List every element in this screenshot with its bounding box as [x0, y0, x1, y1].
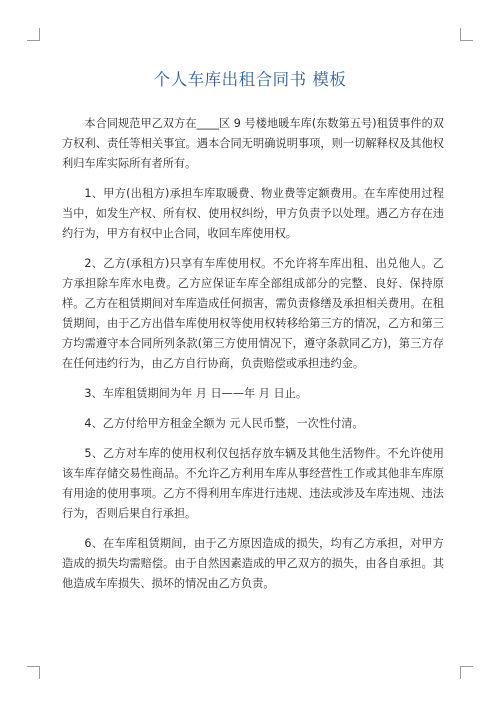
paragraph-clause-1: 1、甲方(出租方)承担车库取暖费、物业费等定额费用。在车库使用过程当中，如发生产权、所有权、使用权纠纷，甲方负责予以处理。遇乙方存在违约行为，甲方有权中止合同，收回车库使用权。 — [62, 187, 444, 240]
crop-mark-top-right — [460, 28, 473, 41]
crop-mark-top-left — [27, 28, 40, 41]
paragraph-clause-2: 2、乙方(承租方)只享有车库使用权。不允许将车库出租、出兑他人。乙方承担除车库水电费。乙方应保证车库全部组成部分的完整、良好、保持原样。乙方在租赁期间对车库造成任何损害，需负责修缮及承担相关费用。在租赁期间，由于乙方出借车库使用权等使用权转移给第三方的情况，乙方和第三方均需遵守本合同所列条款(第三方使用情况下，遵守条款同乙方)，第三方存在任何违约行为，由乙方自行协商，负责赔偿或承担违约金。 — [62, 257, 444, 370]
document-body — [62, 114, 444, 604]
paragraph-clause-6: 6、在车库租赁期间，由于乙方原因造成的损失，均有乙方承担，对甲方造成的损失均需赔偿。由于自然因素造成的甲乙双方的损失，由各自承担。其他造成车库损失、损坏的情况由乙方负责。 — [62, 537, 444, 590]
paragraph-clause-4: 4、乙方付给甲方租金全额为 元人民币整，一次性付清。 — [84, 417, 364, 430]
crop-mark-bottom-left — [27, 666, 40, 679]
document-title: 个人车库出租合同书 模板 — [153, 70, 347, 89]
crop-mark-bottom-right — [460, 666, 473, 679]
paragraph-clause-5: 5、乙方对车库的使用权利仅包括存放车辆及其他生活物件。不允许使用该车库存储交易性商品。不允许乙方利用车库从事经营性工作或其他非车库原有用途的使用事项。乙方不得利用车库进行违规、违法或涉及车库违规、违法行为，否则后果自行承担。 — [62, 447, 444, 520]
paragraph-intro: 本合同规范甲乙双方在____区 9 号楼地暖车库(东数第五号)租赁事件的双方权利、责任等相关事宜。遇本合同无明确说明事项，则一切解释权及其他权利归车库实际所有者所有。 — [62, 117, 444, 170]
paragraph-clause-3: 3、车库租赁期间为年 月 日——年 月 日止。 — [84, 387, 308, 400]
